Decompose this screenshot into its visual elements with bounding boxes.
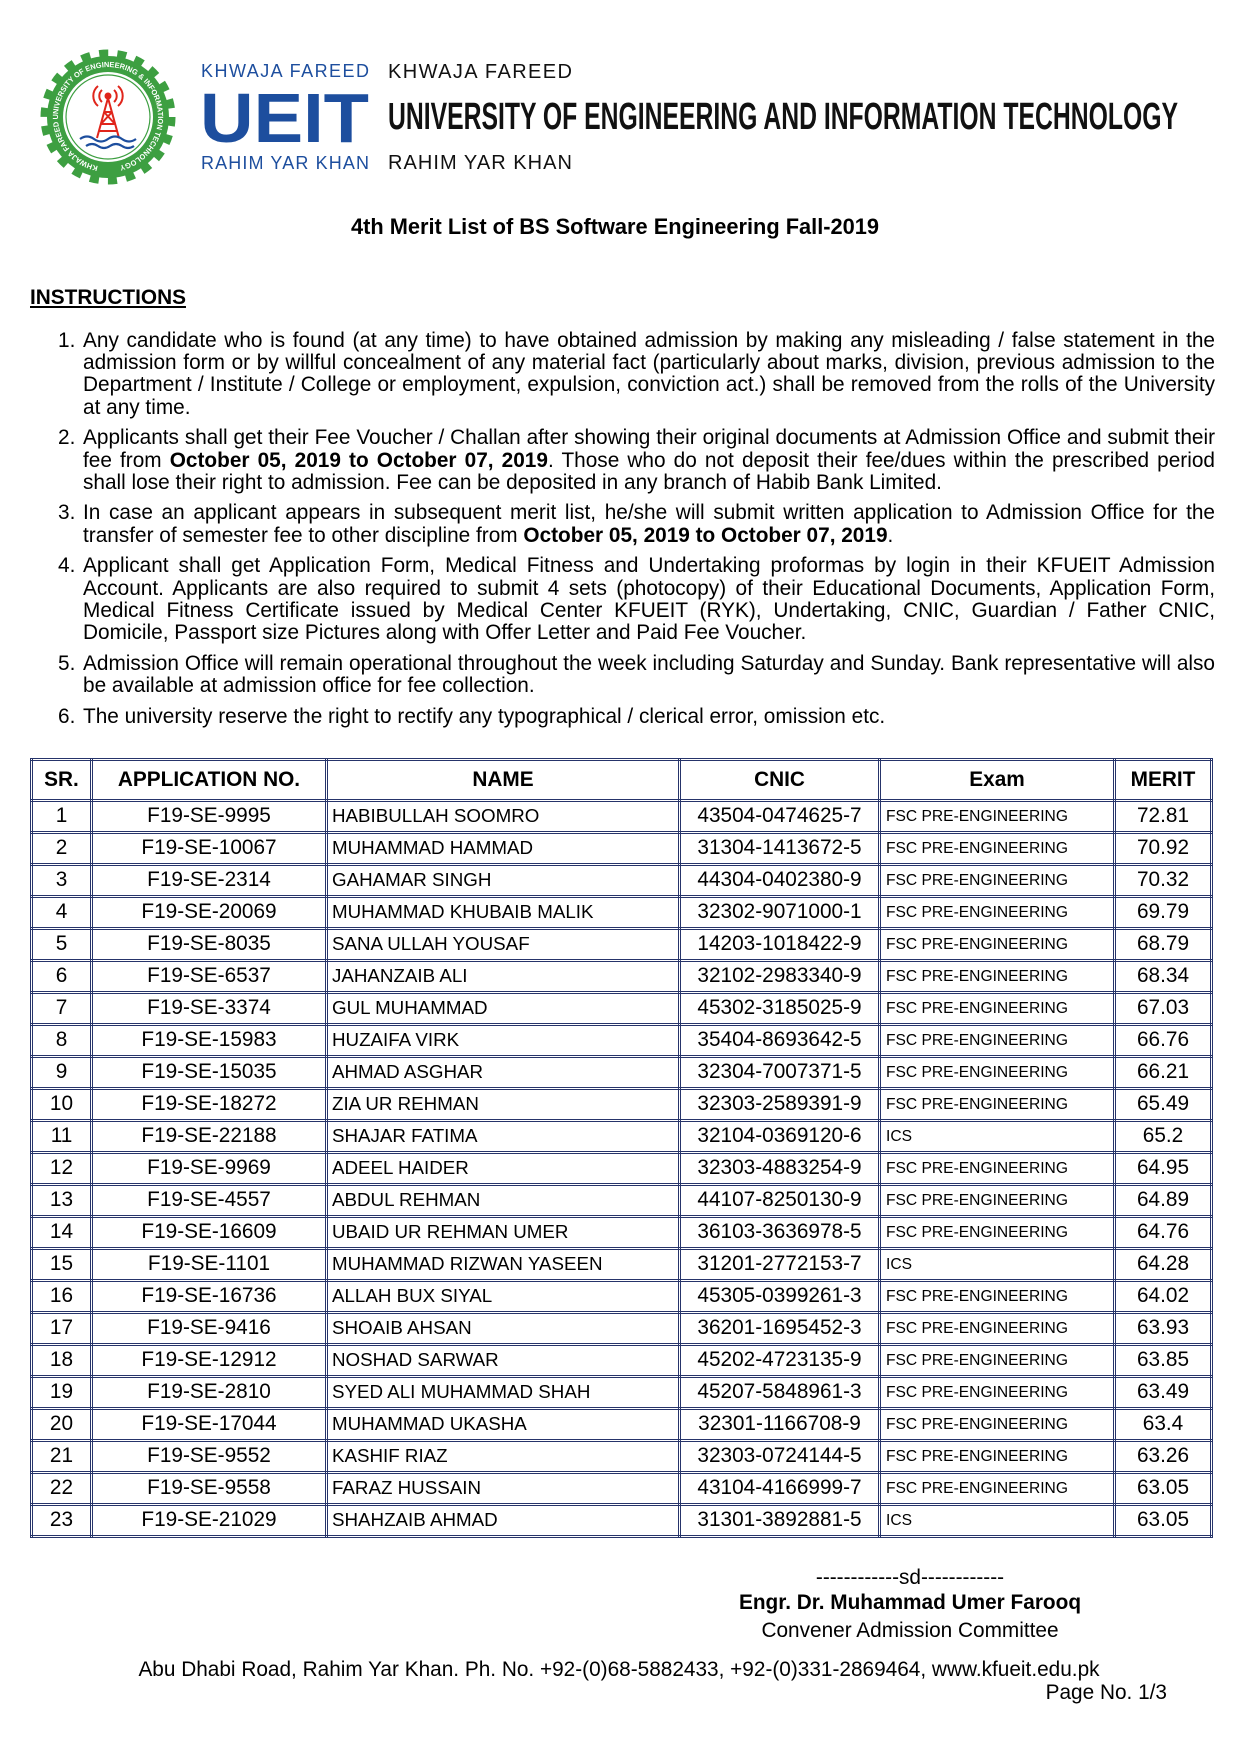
cell-cnic: 36201-1695452-3: [680, 1313, 880, 1345]
brand-mark-text: UEIT: [200, 79, 369, 157]
signature-mark: ------------sd------------: [815, 1566, 1005, 1589]
cell-exam: ICS: [880, 1121, 1115, 1153]
cell-cnic: 32102-2983340-9: [680, 961, 880, 993]
cell-name: ZIA UR REHMAN: [327, 1089, 680, 1121]
instruction-date-range: October 05, 2019 to October 07, 2019: [169, 448, 548, 472]
cell-exam: FSC PRE-ENGINEERING: [880, 929, 1115, 961]
instruction-item: [58, 704, 1215, 728]
cell-sr: 1: [32, 801, 92, 833]
cell-exam: FSC PRE-ENGINEERING: [880, 1281, 1115, 1313]
cell-exam: FSC PRE-ENGINEERING: [880, 1313, 1115, 1345]
cell-exam: FSC PRE-ENGINEERING: [880, 833, 1115, 865]
university-name-bottom: RAHIM YAR KHAN: [388, 152, 572, 174]
instruction-text: Any candidate who is found (at any time) to have obtained admission by making any misleading / false statement in the admission form or by willful concealment of any material fact (particularly about marks, division, previous admission to the Department / Institute / College or employment, expulsion, conviction act.) shall be removed from the rolls of the University at any time.: [83, 328, 1215, 419]
cell-cnic: 45202-4723135-9: [680, 1345, 880, 1377]
page-number: Page No. 1/3: [1045, 1681, 1167, 1704]
cell-exam: FSC PRE-ENGINEERING: [880, 1409, 1115, 1441]
cell-name: ABDUL REHMAN: [327, 1185, 680, 1217]
cell-cnic: 32303-2589391-9: [680, 1089, 880, 1121]
cell-name: MUHAMMAD UKASHA: [327, 1409, 680, 1441]
table-body: [32, 801, 1212, 1537]
cell-sr: 16: [32, 1281, 92, 1313]
cell-application-no: F19-SE-3374: [92, 993, 327, 1025]
cell-exam: FSC PRE-ENGINEERING: [880, 1057, 1115, 1089]
cell-exam: FSC PRE-ENGINEERING: [880, 1089, 1115, 1121]
cell-name: MUHAMMAD RIZWAN YASEEN: [327, 1249, 680, 1281]
header-merit: MERIT: [1115, 760, 1212, 801]
cell-sr: 15: [32, 1249, 92, 1281]
cell-cnic: 32304-7007371-5: [680, 1057, 880, 1089]
cell-name: SHAHZAIB AHMAD: [327, 1505, 680, 1537]
cell-exam: FSC PRE-ENGINEERING: [880, 1473, 1115, 1505]
cell-sr: 18: [32, 1345, 92, 1377]
cell-cnic: 32303-4883254-9: [680, 1153, 880, 1185]
cell-sr: 6: [32, 961, 92, 993]
table-row: [32, 1345, 1212, 1377]
cell-application-no: F19-SE-20069: [92, 897, 327, 929]
cell-cnic: 14203-1018422-9: [680, 929, 880, 961]
cell-name: KASHIF RIAZ: [327, 1441, 680, 1473]
cell-application-no: F19-SE-16609: [92, 1217, 327, 1249]
signatory-designation: Convener Admission Committee: [761, 1619, 1059, 1642]
cell-merit: 64.95: [1115, 1153, 1212, 1185]
cell-sr: 23: [32, 1505, 92, 1537]
cell-name: SYED ALI MUHAMMAD SHAH: [327, 1377, 680, 1409]
cell-merit: 64.89: [1115, 1185, 1212, 1217]
table-row: [32, 1441, 1212, 1473]
cell-merit: 64.28: [1115, 1249, 1212, 1281]
cell-application-no: F19-SE-9969: [92, 1153, 327, 1185]
cell-exam: FSC PRE-ENGINEERING: [880, 897, 1115, 929]
instruction-item: [58, 426, 1215, 494]
cell-name: FARAZ HUSSAIN: [327, 1473, 680, 1505]
cell-exam: FSC PRE-ENGINEERING: [880, 1025, 1115, 1057]
instruction-item: [58, 554, 1215, 645]
table-row: [32, 1409, 1212, 1441]
instructions-list: [0, 330, 1240, 737]
cell-name: MUHAMMAD KHUBAIB MALIK: [327, 897, 680, 929]
header-sr: SR.: [32, 760, 92, 801]
cell-sr: 9: [32, 1057, 92, 1089]
table-row: [32, 993, 1212, 1025]
instruction-text: Admission Office will remain operational throughout the week including Saturday and Sunday. Bank representative will also be available at admission office for fee collection.: [83, 651, 1215, 698]
cell-cnic: 32303-0724144-5: [680, 1441, 880, 1473]
table-row: [32, 1057, 1212, 1089]
cell-sr: 17: [32, 1313, 92, 1345]
cell-exam: FSC PRE-ENGINEERING: [880, 865, 1115, 897]
cell-sr: 5: [32, 929, 92, 961]
brand-top-text: KHWAJA FAREED: [201, 61, 369, 81]
cell-cnic: 44304-0402380-9: [680, 865, 880, 897]
cell-name: ALLAH BUX SIYAL: [327, 1281, 680, 1313]
table-row: [32, 1121, 1212, 1153]
cell-application-no: F19-SE-6537: [92, 961, 327, 993]
cell-merit: 63.93: [1115, 1313, 1212, 1345]
cell-sr: 2: [32, 833, 92, 865]
table-row: [32, 1153, 1212, 1185]
cell-name: HABIBULLAH SOOMRO: [327, 801, 680, 833]
cell-exam: FSC PRE-ENGINEERING: [880, 1153, 1115, 1185]
cell-exam: FSC PRE-ENGINEERING: [880, 993, 1115, 1025]
header-name: NAME: [327, 760, 680, 801]
instruction-text: In case an applicant appears in subsequent merit list, he/she will submit written application to Admission Office for the transfer of semester fee to other discipline from: [83, 501, 1215, 547]
table-row: [32, 865, 1212, 897]
cell-application-no: F19-SE-9416: [92, 1313, 327, 1345]
cell-merit: 68.34: [1115, 961, 1212, 993]
cell-cnic: 43104-4166999-7: [680, 1473, 880, 1505]
cell-merit: 66.76: [1115, 1025, 1212, 1057]
cell-sr: 11: [32, 1121, 92, 1153]
university-name-top: KHWAJA FAREED: [388, 61, 572, 83]
instruction-number: 1.: [58, 328, 76, 352]
cell-application-no: F19-SE-4557: [92, 1185, 327, 1217]
cell-name: SANA ULLAH YOUSAF: [327, 929, 680, 961]
instruction-number: 5.: [58, 651, 76, 675]
table-row: [32, 1473, 1212, 1505]
header-exam: Exam: [880, 760, 1115, 801]
instruction-item: [58, 651, 1215, 698]
table-row: [32, 929, 1212, 961]
cell-cnic: 43504-0474625-7: [680, 801, 880, 833]
cell-sr: 12: [32, 1153, 92, 1185]
cell-name: NOSHAD SARWAR: [327, 1345, 680, 1377]
cell-cnic: 45305-0399261-3: [680, 1281, 880, 1313]
cell-merit: 63.05: [1115, 1473, 1212, 1505]
cell-cnic: 36103-3636978-5: [680, 1217, 880, 1249]
merit-list-table: [30, 758, 1213, 1538]
table-row: [32, 1313, 1212, 1345]
table-row: [32, 961, 1212, 993]
cell-sr: 10: [32, 1089, 92, 1121]
cell-sr: 13: [32, 1185, 92, 1217]
cell-sr: 14: [32, 1217, 92, 1249]
cell-exam: FSC PRE-ENGINEERING: [880, 961, 1115, 993]
table-row: [32, 833, 1212, 865]
cell-application-no: F19-SE-18272: [92, 1089, 327, 1121]
cell-merit: 68.79: [1115, 929, 1212, 961]
instruction-text: The university reserve the right to rectify any typographical / clerical error, omission etc.: [83, 704, 886, 728]
cell-application-no: F19-SE-22188: [92, 1121, 327, 1153]
instruction-text: Applicant shall get Application Form, Medical Fitness and Undertaking proformas by login in their KFUEIT Admission Account. Applicants are also required to submit 4 sets (photocopy) of their Educational Documents, Application Form, Medical Fitness Certificate issued by Medical Center KFUEIT (RYK), Undertaking, CNIC, Guardian / Father CNIC, Domicile, Passport size Pictures along with Offer Letter and Paid Fee Voucher.: [83, 554, 1215, 645]
cell-cnic: 31301-3892881-5: [680, 1505, 880, 1537]
cell-cnic: 32301-1166708-9: [680, 1409, 880, 1441]
cell-application-no: F19-SE-10067: [92, 833, 327, 865]
cell-merit: 63.05: [1115, 1505, 1212, 1537]
instruction-number: 3.: [58, 501, 76, 525]
cell-exam: FSC PRE-ENGINEERING: [880, 1441, 1115, 1473]
cell-merit: 65.49: [1115, 1089, 1212, 1121]
cell-merit: 63.85: [1115, 1345, 1212, 1377]
cell-exam: FSC PRE-ENGINEERING: [880, 1217, 1115, 1249]
cell-cnic: 31304-1413672-5: [680, 833, 880, 865]
table-row: [32, 1249, 1212, 1281]
cell-cnic: 35404-8693642-5: [680, 1025, 880, 1057]
cell-name: GAHAMAR SINGH: [327, 865, 680, 897]
cell-application-no: F19-SE-9995: [92, 801, 327, 833]
cell-name: SHOAIB AHSAN: [327, 1313, 680, 1345]
cell-sr: 3: [32, 865, 92, 897]
cell-merit: 67.03: [1115, 993, 1212, 1025]
cell-application-no: F19-SE-1101: [92, 1249, 327, 1281]
cell-merit: 69.79: [1115, 897, 1212, 929]
cell-name: GUL MUHAMMAD: [327, 993, 680, 1025]
cell-merit: 65.2: [1115, 1121, 1212, 1153]
cell-name: MUHAMMAD HAMMAD: [327, 833, 680, 865]
cell-merit: 64.02: [1115, 1281, 1212, 1313]
cell-name: UBAID UR REHMAN UMER: [327, 1217, 680, 1249]
table-row: [32, 1089, 1212, 1121]
cell-merit: 63.49: [1115, 1377, 1212, 1409]
cell-name: HUZAIFA VIRK: [327, 1025, 680, 1057]
cell-merit: 70.32: [1115, 865, 1212, 897]
instruction-number: 2.: [58, 426, 76, 450]
table-row: [32, 801, 1212, 833]
cell-merit: 72.81: [1115, 801, 1212, 833]
table-row: [32, 1185, 1212, 1217]
cell-application-no: F19-SE-21029: [92, 1505, 327, 1537]
cell-exam: FSC PRE-ENGINEERING: [880, 1345, 1115, 1377]
table-row: [32, 1025, 1212, 1057]
cell-exam: FSC PRE-ENGINEERING: [880, 1377, 1115, 1409]
cell-cnic: 45207-5848961-3: [680, 1377, 880, 1409]
cell-sr: 7: [32, 993, 92, 1025]
cell-cnic: 45302-3185025-9: [680, 993, 880, 1025]
cell-merit: 66.21: [1115, 1057, 1212, 1089]
table-row: [32, 1505, 1212, 1537]
cell-name: ADEEL HAIDER: [327, 1153, 680, 1185]
cell-sr: 19: [32, 1377, 92, 1409]
university-logo: [45, 54, 171, 180]
cell-application-no: F19-SE-9558: [92, 1473, 327, 1505]
brand-bottom-text: RAHIM YAR KHAN: [201, 153, 369, 173]
cell-application-no: F19-SE-15983: [92, 1025, 327, 1057]
cell-exam: FSC PRE-ENGINEERING: [880, 801, 1115, 833]
instruction-item: [58, 501, 1215, 547]
table-row: [32, 1281, 1212, 1313]
cell-cnic: 31201-2772153-7: [680, 1249, 880, 1281]
letterhead: [0, 0, 1240, 200]
instruction-text: .: [887, 523, 894, 547]
cell-name: JAHANZAIB ALI: [327, 961, 680, 993]
cell-sr: 20: [32, 1409, 92, 1441]
cell-exam: ICS: [880, 1505, 1115, 1537]
cell-application-no: F19-SE-15035: [92, 1057, 327, 1089]
logo-ring-text: KHWAJA FAREED UNIVERSITY OF ENGINEERING & INFORMATION TECHNOLOGY: [50, 59, 166, 173]
cell-exam: FSC PRE-ENGINEERING: [880, 1185, 1115, 1217]
cell-sr: 4: [32, 897, 92, 929]
cell-cnic: 32104-0369120-6: [680, 1121, 880, 1153]
header-cnic: CNIC: [680, 760, 880, 801]
cell-application-no: F19-SE-17044: [92, 1409, 327, 1441]
instructions-heading: INSTRUCTIONS: [30, 286, 186, 309]
instruction-item: [58, 328, 1215, 420]
instruction-date-range: October 05, 2019 to October 07, 2019: [523, 523, 888, 547]
cell-cnic: 32302-9071000-1: [680, 897, 880, 929]
table-row: [32, 1217, 1212, 1249]
cell-name: AHMAD ASGHAR: [327, 1057, 680, 1089]
table-header-row: [32, 760, 1212, 801]
cell-sr: 8: [32, 1025, 92, 1057]
cell-merit: 64.76: [1115, 1217, 1212, 1249]
cell-exam: ICS: [880, 1249, 1115, 1281]
cell-application-no: F19-SE-8035: [92, 929, 327, 961]
table-row: [32, 1377, 1212, 1409]
cell-sr: 22: [32, 1473, 92, 1505]
table-row: [32, 897, 1212, 929]
cell-merit: 63.4: [1115, 1409, 1212, 1441]
signatory-name: Engr. Dr. Muhammad Umer Farooq: [738, 1591, 1082, 1614]
cell-application-no: F19-SE-12912: [92, 1345, 327, 1377]
instruction-text: Applicants shall get their Fee Voucher / Challan after showing their original documents at Admission Office and submit their fee from: [83, 426, 1215, 472]
cell-name: SHAJAR FATIMA: [327, 1121, 680, 1153]
cell-application-no: F19-SE-9552: [92, 1441, 327, 1473]
instruction-text: . Those who do not deposit their fee/dues within the prescribed period shall lose their right to admission. Fee can be deposited in any branch of Habib Bank Limited.: [83, 448, 1215, 494]
cell-merit: 63.26: [1115, 1441, 1212, 1473]
header-application-no: APPLICATION NO.: [92, 760, 327, 801]
cell-application-no: F19-SE-2314: [92, 865, 327, 897]
footer-address: Abu Dhabi Road, Rahim Yar Khan. Ph. No. +92-(0)68-5882433, +92-(0)331-2869464, www.kfueit.edu.pk: [138, 1658, 1100, 1681]
document-title: 4th Merit List of BS Software Engineering Fall-2019: [350, 214, 880, 239]
instruction-number: 4.: [58, 554, 76, 578]
cell-application-no: F19-SE-16736: [92, 1281, 327, 1313]
instruction-number: 6.: [58, 704, 76, 728]
cell-cnic: 44107-8250130-9: [680, 1185, 880, 1217]
cell-sr: 21: [32, 1441, 92, 1473]
university-name-main: UNIVERSITY OF ENGINEERING AND INFORMATION TECHNOLOGY: [388, 96, 1178, 138]
cell-application-no: F19-SE-2810: [92, 1377, 327, 1409]
cell-merit: 70.92: [1115, 833, 1212, 865]
